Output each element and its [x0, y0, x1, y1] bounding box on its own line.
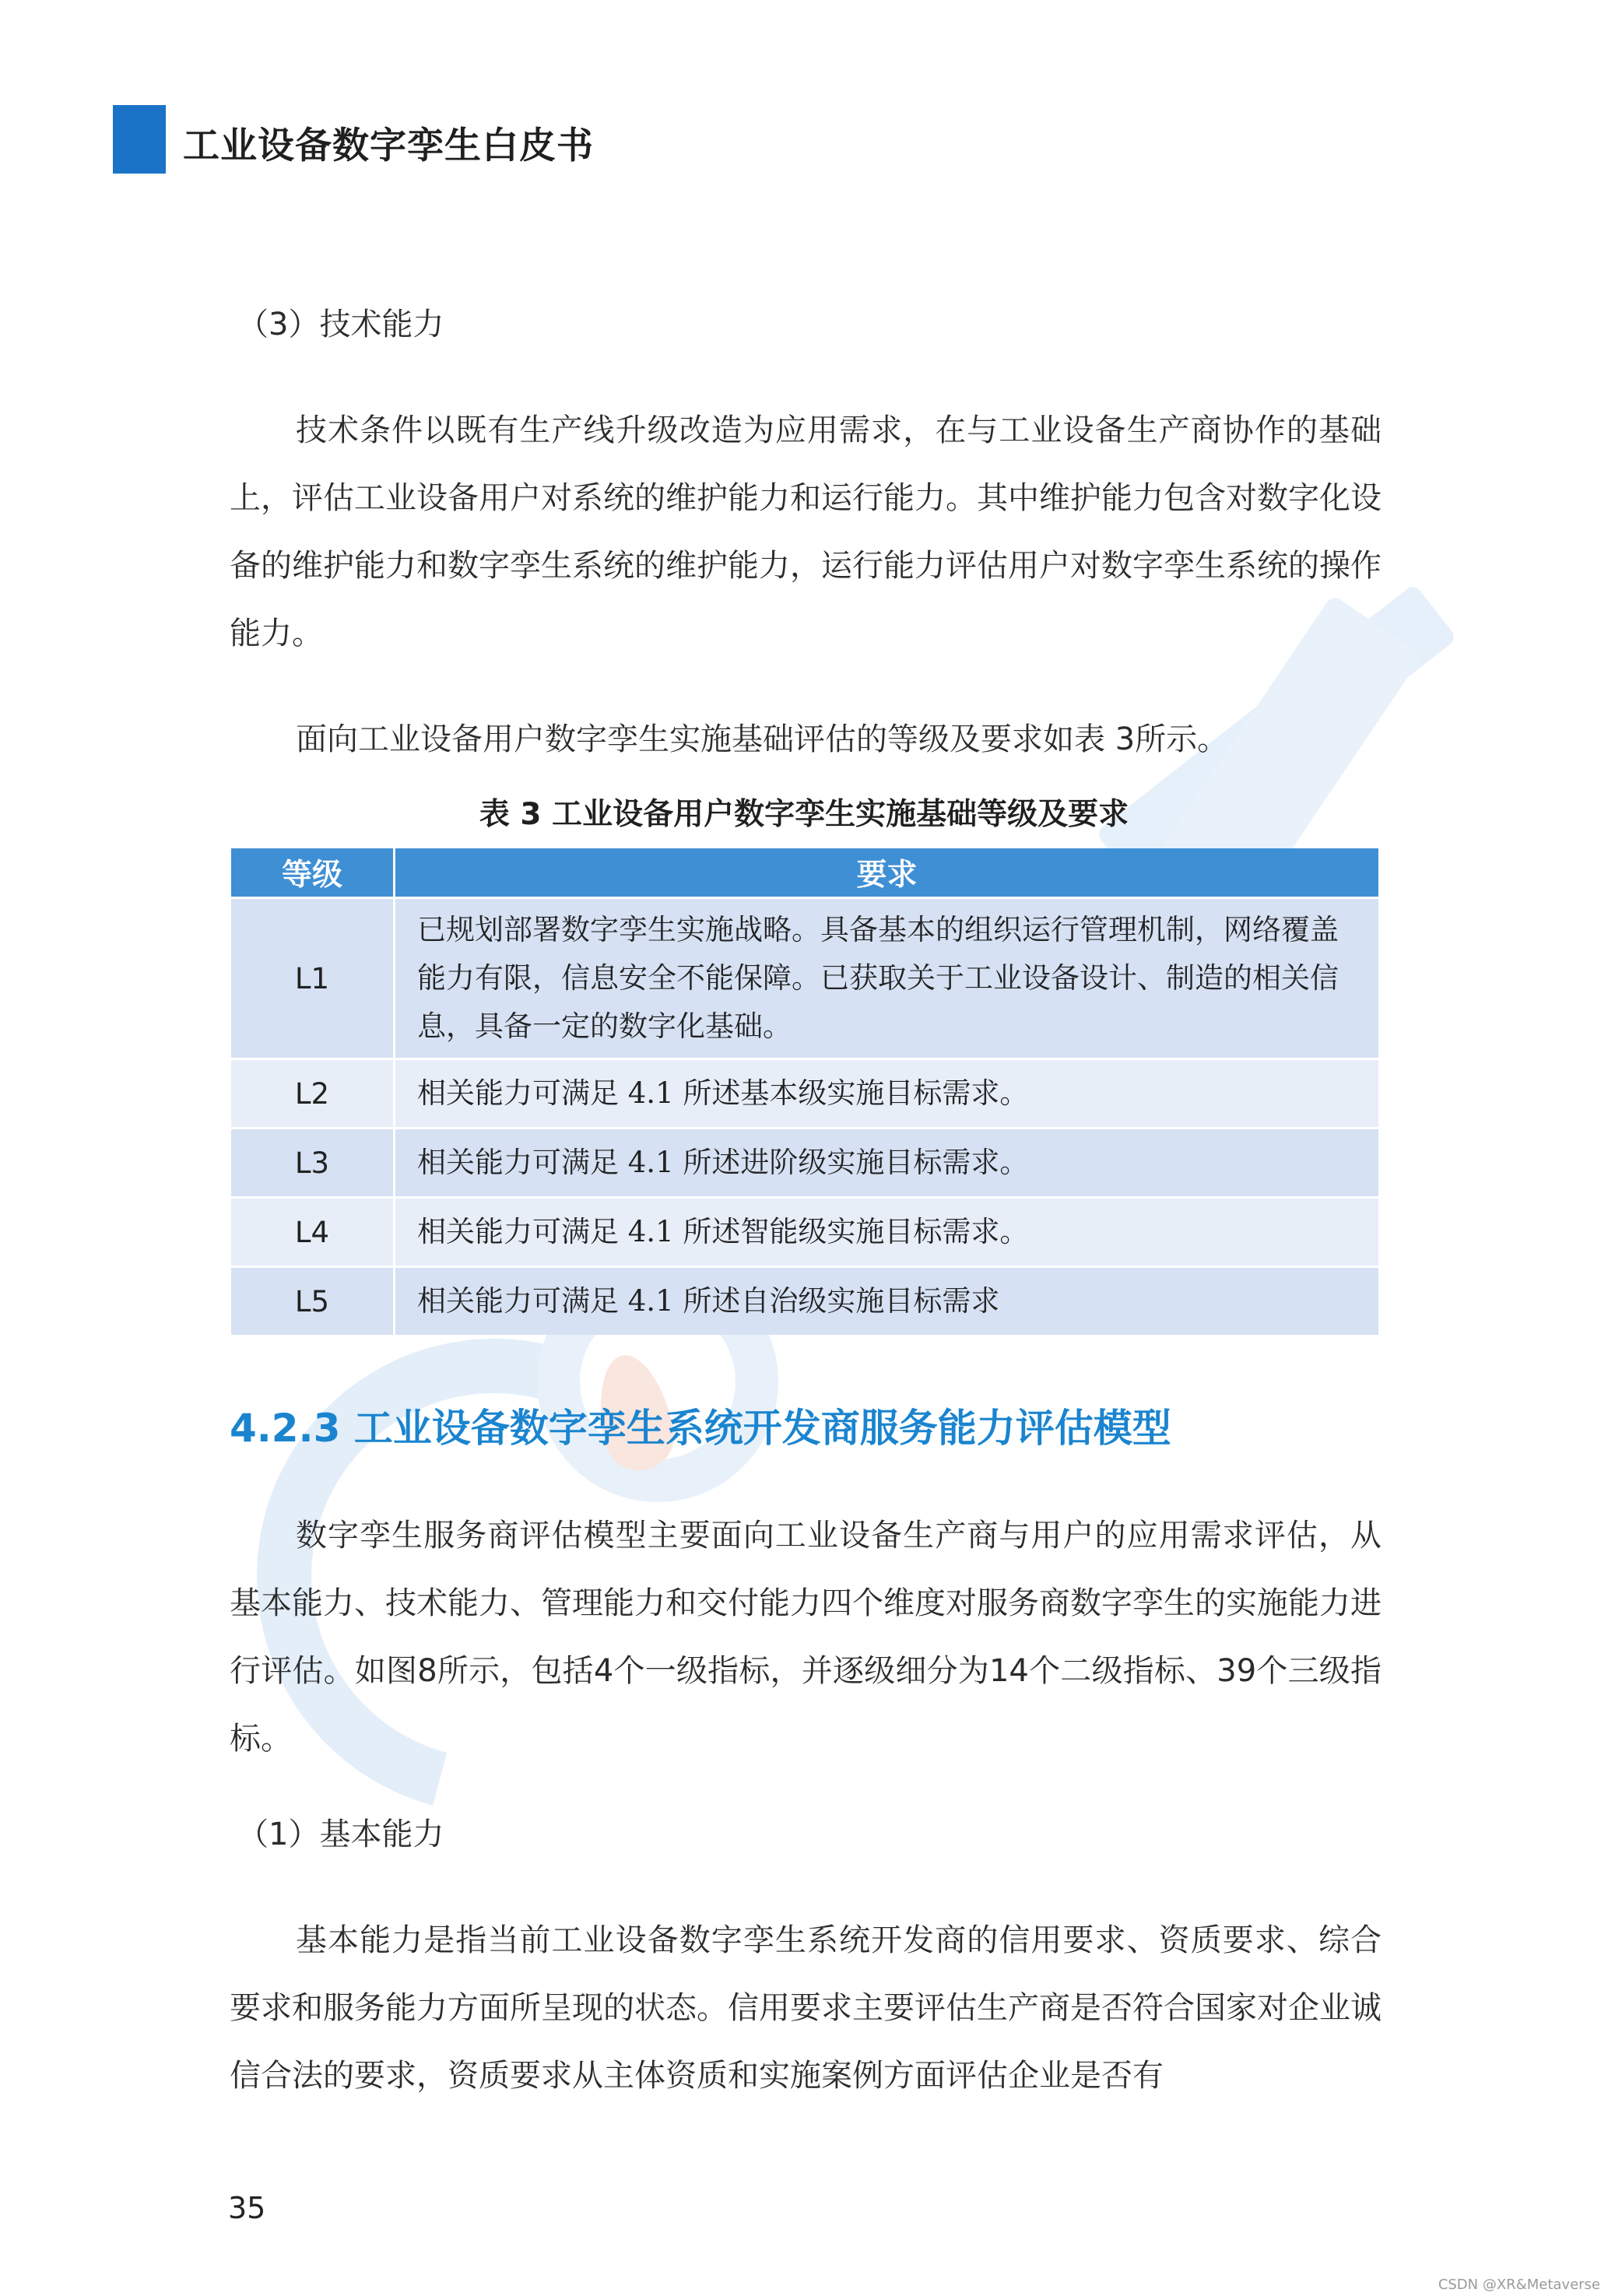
table-cell-level: L1 [231, 899, 395, 1058]
table-cell-level: L5 [231, 1268, 395, 1335]
table-header-row [231, 848, 1378, 897]
header-accent-block [113, 105, 166, 174]
table-header-requirement: 要求 [856, 858, 918, 893]
header-title: 工业设备数字孪生白皮书 [183, 125, 594, 167]
table-row [231, 1058, 1378, 1127]
source-credit: CSDN @XR&Metaverse [1438, 2277, 1600, 2293]
table-cell-level: L3 [231, 1129, 395, 1196]
table-cell-requirement: 相关能力可满足 4.1 所述基本级实施目标需求。 [417, 1076, 1029, 1110]
section-3-paragraph: 技术条件以既有生产线升级改造为应用需求，在与工业设备生产商协作的基础上，评估工业设备用户对系统的维护能力和运行能力。其中维护能力包含对数字化设备的维护能力和数字孪生系统的维护能力，运行能力评估用户对数字孪生系统的操作能力。 [230, 413, 1382, 651]
table-cell-requirement: 相关能力可满足 4.1 所述智能级实施目标需求。 [417, 1215, 1029, 1248]
basic-ability-heading: （1）基本能力 [237, 1817, 444, 1852]
table-cell-requirement: 相关能力可满足 4.1 所述自治级实施目标需求 [417, 1284, 1000, 1318]
table-intro-text: 面向工业设备用户数字孪生实施基础评估的等级及要求如表 3所示。 [296, 721, 1229, 757]
section-3-heading: （3）技术能力 [237, 307, 444, 342]
section-4-2-3-heading: 4.2.3 工业设备数字孪生系统开发商服务能力评估模型 [230, 1406, 1171, 1451]
table-cell-requirement: 已规划部署数字孪生实施战略。具备基本的组织运行管理机制，网络覆盖能力有限，信息安全不能保障。已获取关于工业设备设计、制造的相关信息，具备一定的数字化基础。 [417, 913, 1339, 1043]
table-caption: 表 3 工业设备用户数字孪生实施基础等级及要求 [479, 797, 1129, 832]
section-4-2-3-paragraph: 数字孪生服务商评估模型主要面向工业设备生产商与用户的应用需求评估，从基本能力、技术能力、管理能力和交付能力四个维度对服务商数字孪生的实施能力进行评估。如图8所示，包括4个一级指标，并逐级细分为14个二级指标、39个三级指标。 [230, 1518, 1382, 1757]
table-row [231, 1266, 1378, 1335]
table-cell-requirement: 相关能力可满足 4.1 所述进阶级实施目标需求。 [417, 1146, 1029, 1179]
levels-table [231, 848, 1378, 1335]
table-header-level: 等级 [231, 848, 395, 897]
basic-ability-paragraph: 基本能力是指当前工业设备数字孪生系统开发商的信用要求、资质要求、综合要求和服务能力方面所呈现的状态。信用要求主要评估生产商是否符合国家对企业诚信合法的要求，资质要求从主体资质和实施案例方面评估企业是否有 [230, 1922, 1382, 2094]
table-row [231, 1127, 1378, 1196]
table-row [231, 897, 1378, 1058]
table-cell-level: L4 [231, 1199, 395, 1266]
table-cell-level: L2 [231, 1060, 395, 1127]
page-number: 35 [228, 2191, 266, 2225]
table-row [231, 1196, 1378, 1266]
